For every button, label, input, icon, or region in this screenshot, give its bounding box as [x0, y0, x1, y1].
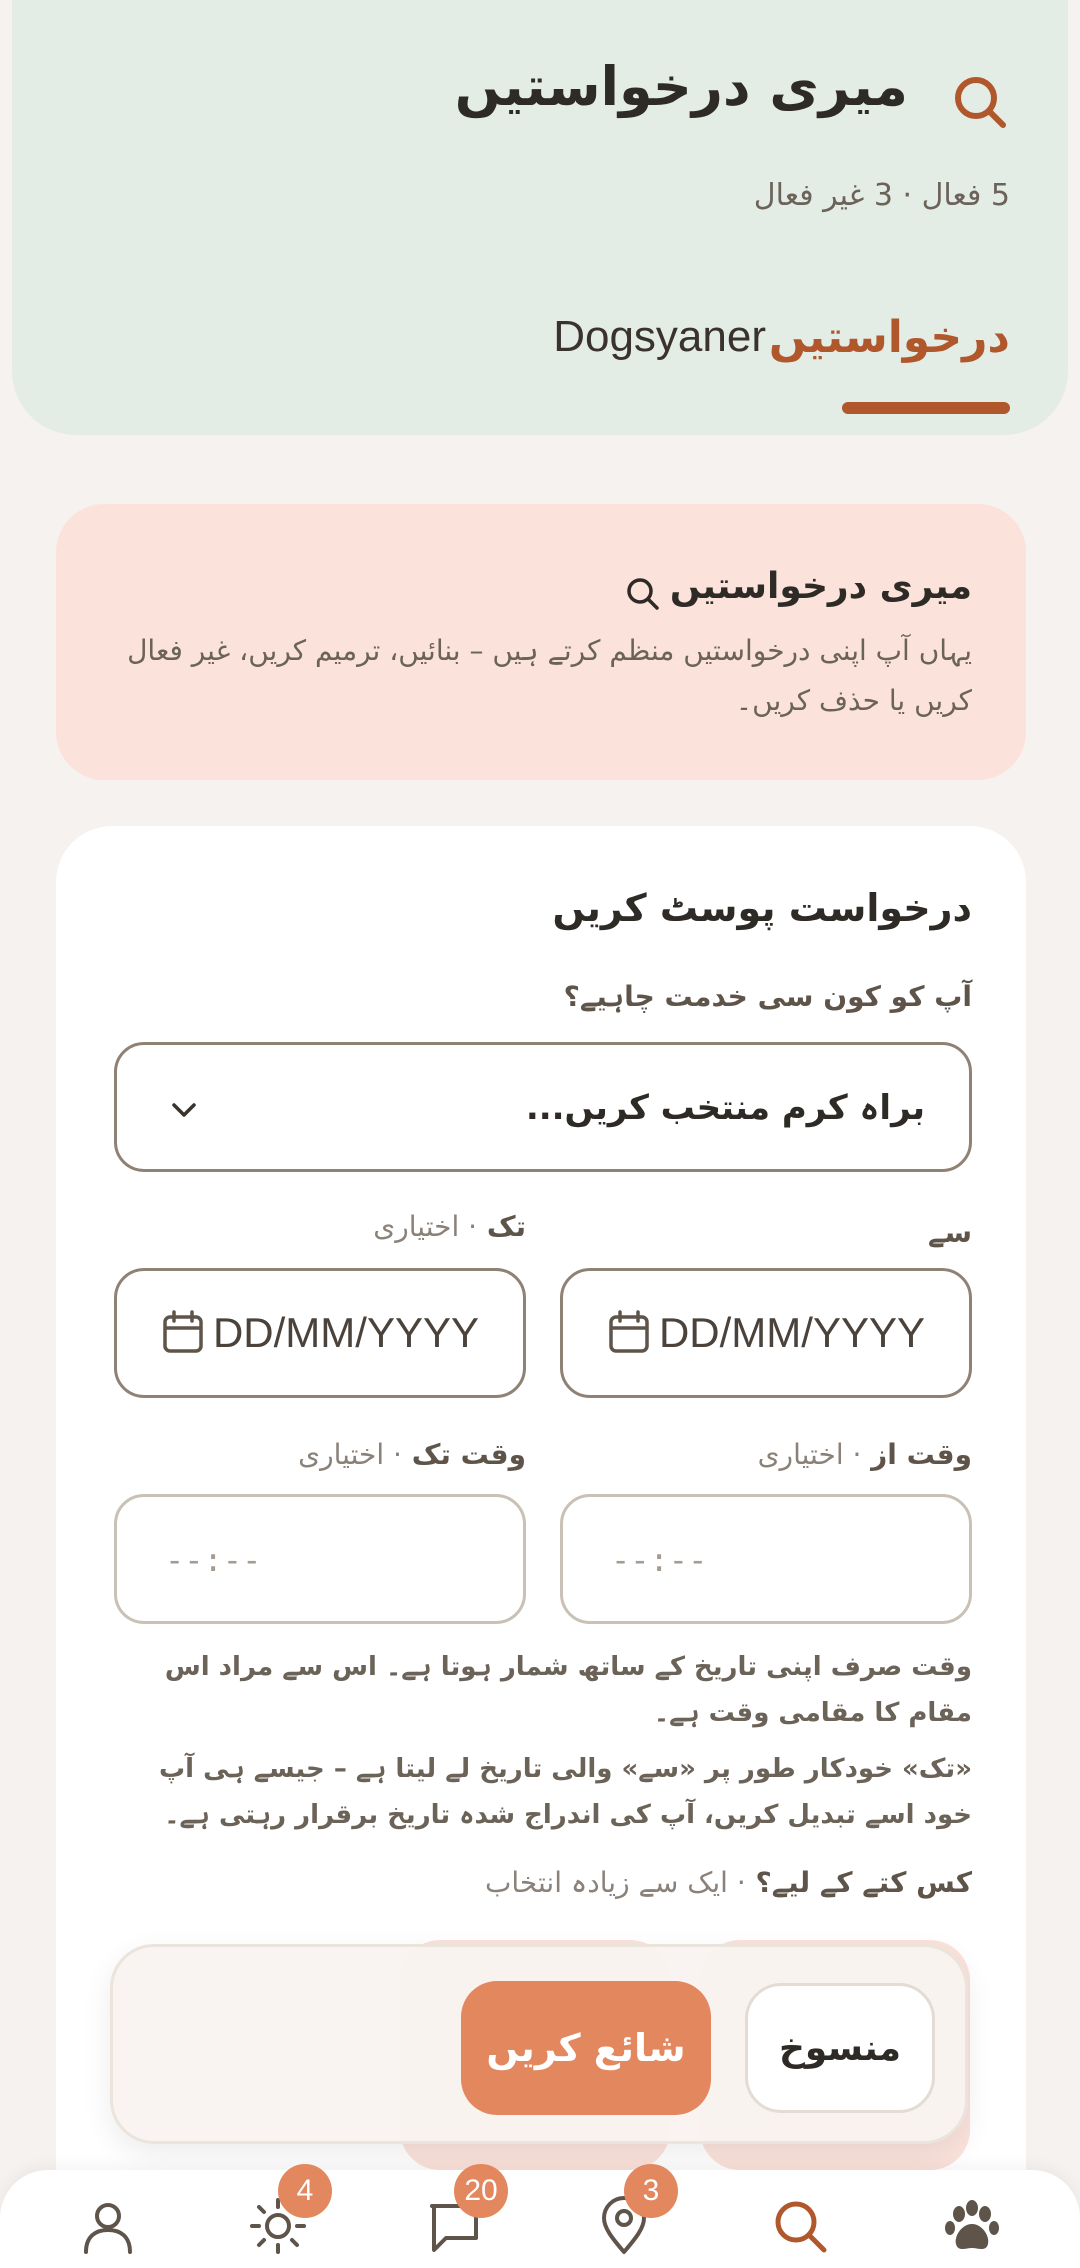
date-to-label-text: تک: [486, 1210, 526, 1243]
date-from-label-text: سے: [928, 1216, 972, 1249]
nav-places[interactable]: [594, 2174, 660, 2256]
search-icon[interactable]: [950, 72, 1010, 132]
service-select-value: براہ کرم منتخب کریں...: [525, 1088, 925, 1128]
cancel-button[interactable]: منسوخ: [745, 1983, 935, 2113]
optional-tag: · اختیاری: [298, 1438, 402, 1471]
time-from-label: [758, 1438, 972, 1471]
action-bar: [110, 1944, 968, 2144]
time-to-label-text: وقت تک: [411, 1438, 526, 1471]
header: [12, 0, 1068, 435]
service-select[interactable]: [114, 1042, 972, 1172]
to-date-note: «تک» خودکار طور پر «سے» والی تاریخ لے لیتا ہے – جیسے ہی آپ خود اسے تبدیل کریں، آپ کی اندراج شدہ تاریخ برقرار رہتی ہے۔: [159, 1754, 972, 1830]
time-from-placeholder: --:--: [611, 1541, 708, 1579]
date-from-placeholder: DD/MM/YYYY: [658, 1309, 925, 1356]
time-note: وقت صرف اپنی تاریخ کے ساتھ شمار ہوتا ہے۔ اس سے مراد اس مقام کا مقامی وقت ہے۔: [164, 1652, 972, 1728]
search-icon: [625, 576, 661, 612]
calendar-icon: [161, 1309, 205, 1357]
bottom-nav: [0, 2170, 1080, 2268]
optional-tag: · اختیاری: [757, 1438, 862, 1471]
requests-count: 5 فعال · 3 غیر فعال: [753, 178, 1010, 213]
tab-dogsitter[interactable]: Dogsyaner: [553, 312, 766, 361]
info-card: [56, 504, 1026, 780]
active-tab-indicator: [842, 402, 1010, 414]
date-to-input[interactable]: [114, 1268, 526, 1398]
info-title: میری درخواستیں: [669, 566, 972, 607]
messages-badge: 20: [454, 2164, 508, 2218]
form-title: درخواست پوسٹ کریں: [552, 886, 972, 930]
multi-select-hint: · ایک سے زیادہ انتخاب: [485, 1866, 746, 1899]
dogs-label-text: کس کتے کے لیے؟: [755, 1866, 972, 1899]
nav-activity[interactable]: [248, 2174, 314, 2256]
page-title: میری درخواستیں: [454, 55, 908, 118]
tab-requests[interactable]: درخواستیں: [768, 312, 1010, 363]
info-text: یہاں آپ اپنی درخواستیں منظم کرتے ہیں – بنائیں، ترمیم کریں، غیر فعال کریں یا حذف کریں۔: [127, 634, 972, 717]
chevron-down-icon: [167, 1093, 201, 1127]
search-icon[interactable]: [770, 2196, 830, 2256]
date-to-placeholder: DD/MM/YYYY: [212, 1309, 479, 1356]
time-from-input[interactable]: [560, 1494, 972, 1624]
date-from-input[interactable]: [560, 1268, 972, 1398]
profile-icon[interactable]: [78, 2196, 138, 2256]
calendar-icon: [607, 1309, 651, 1357]
dogs-label: [485, 1866, 972, 1899]
time-from-label-text: وقت از: [871, 1438, 972, 1471]
nav-messages[interactable]: [424, 2174, 498, 2256]
date-to-label: [373, 1210, 526, 1243]
places-badge: 3: [624, 2164, 678, 2218]
time-to-placeholder: --:--: [165, 1541, 262, 1579]
service-label: آپ کو کون سی خدمت چاہیے؟: [563, 980, 972, 1013]
activity-badge: 4: [278, 2164, 332, 2218]
paw-icon[interactable]: [942, 2196, 1002, 2256]
publish-button[interactable]: شائع کریں: [461, 1981, 711, 2115]
time-to-label: [298, 1438, 526, 1471]
date-from-label: [928, 1216, 972, 1249]
optional-tag: · اختیاری: [373, 1210, 478, 1243]
time-to-input[interactable]: [114, 1494, 526, 1624]
